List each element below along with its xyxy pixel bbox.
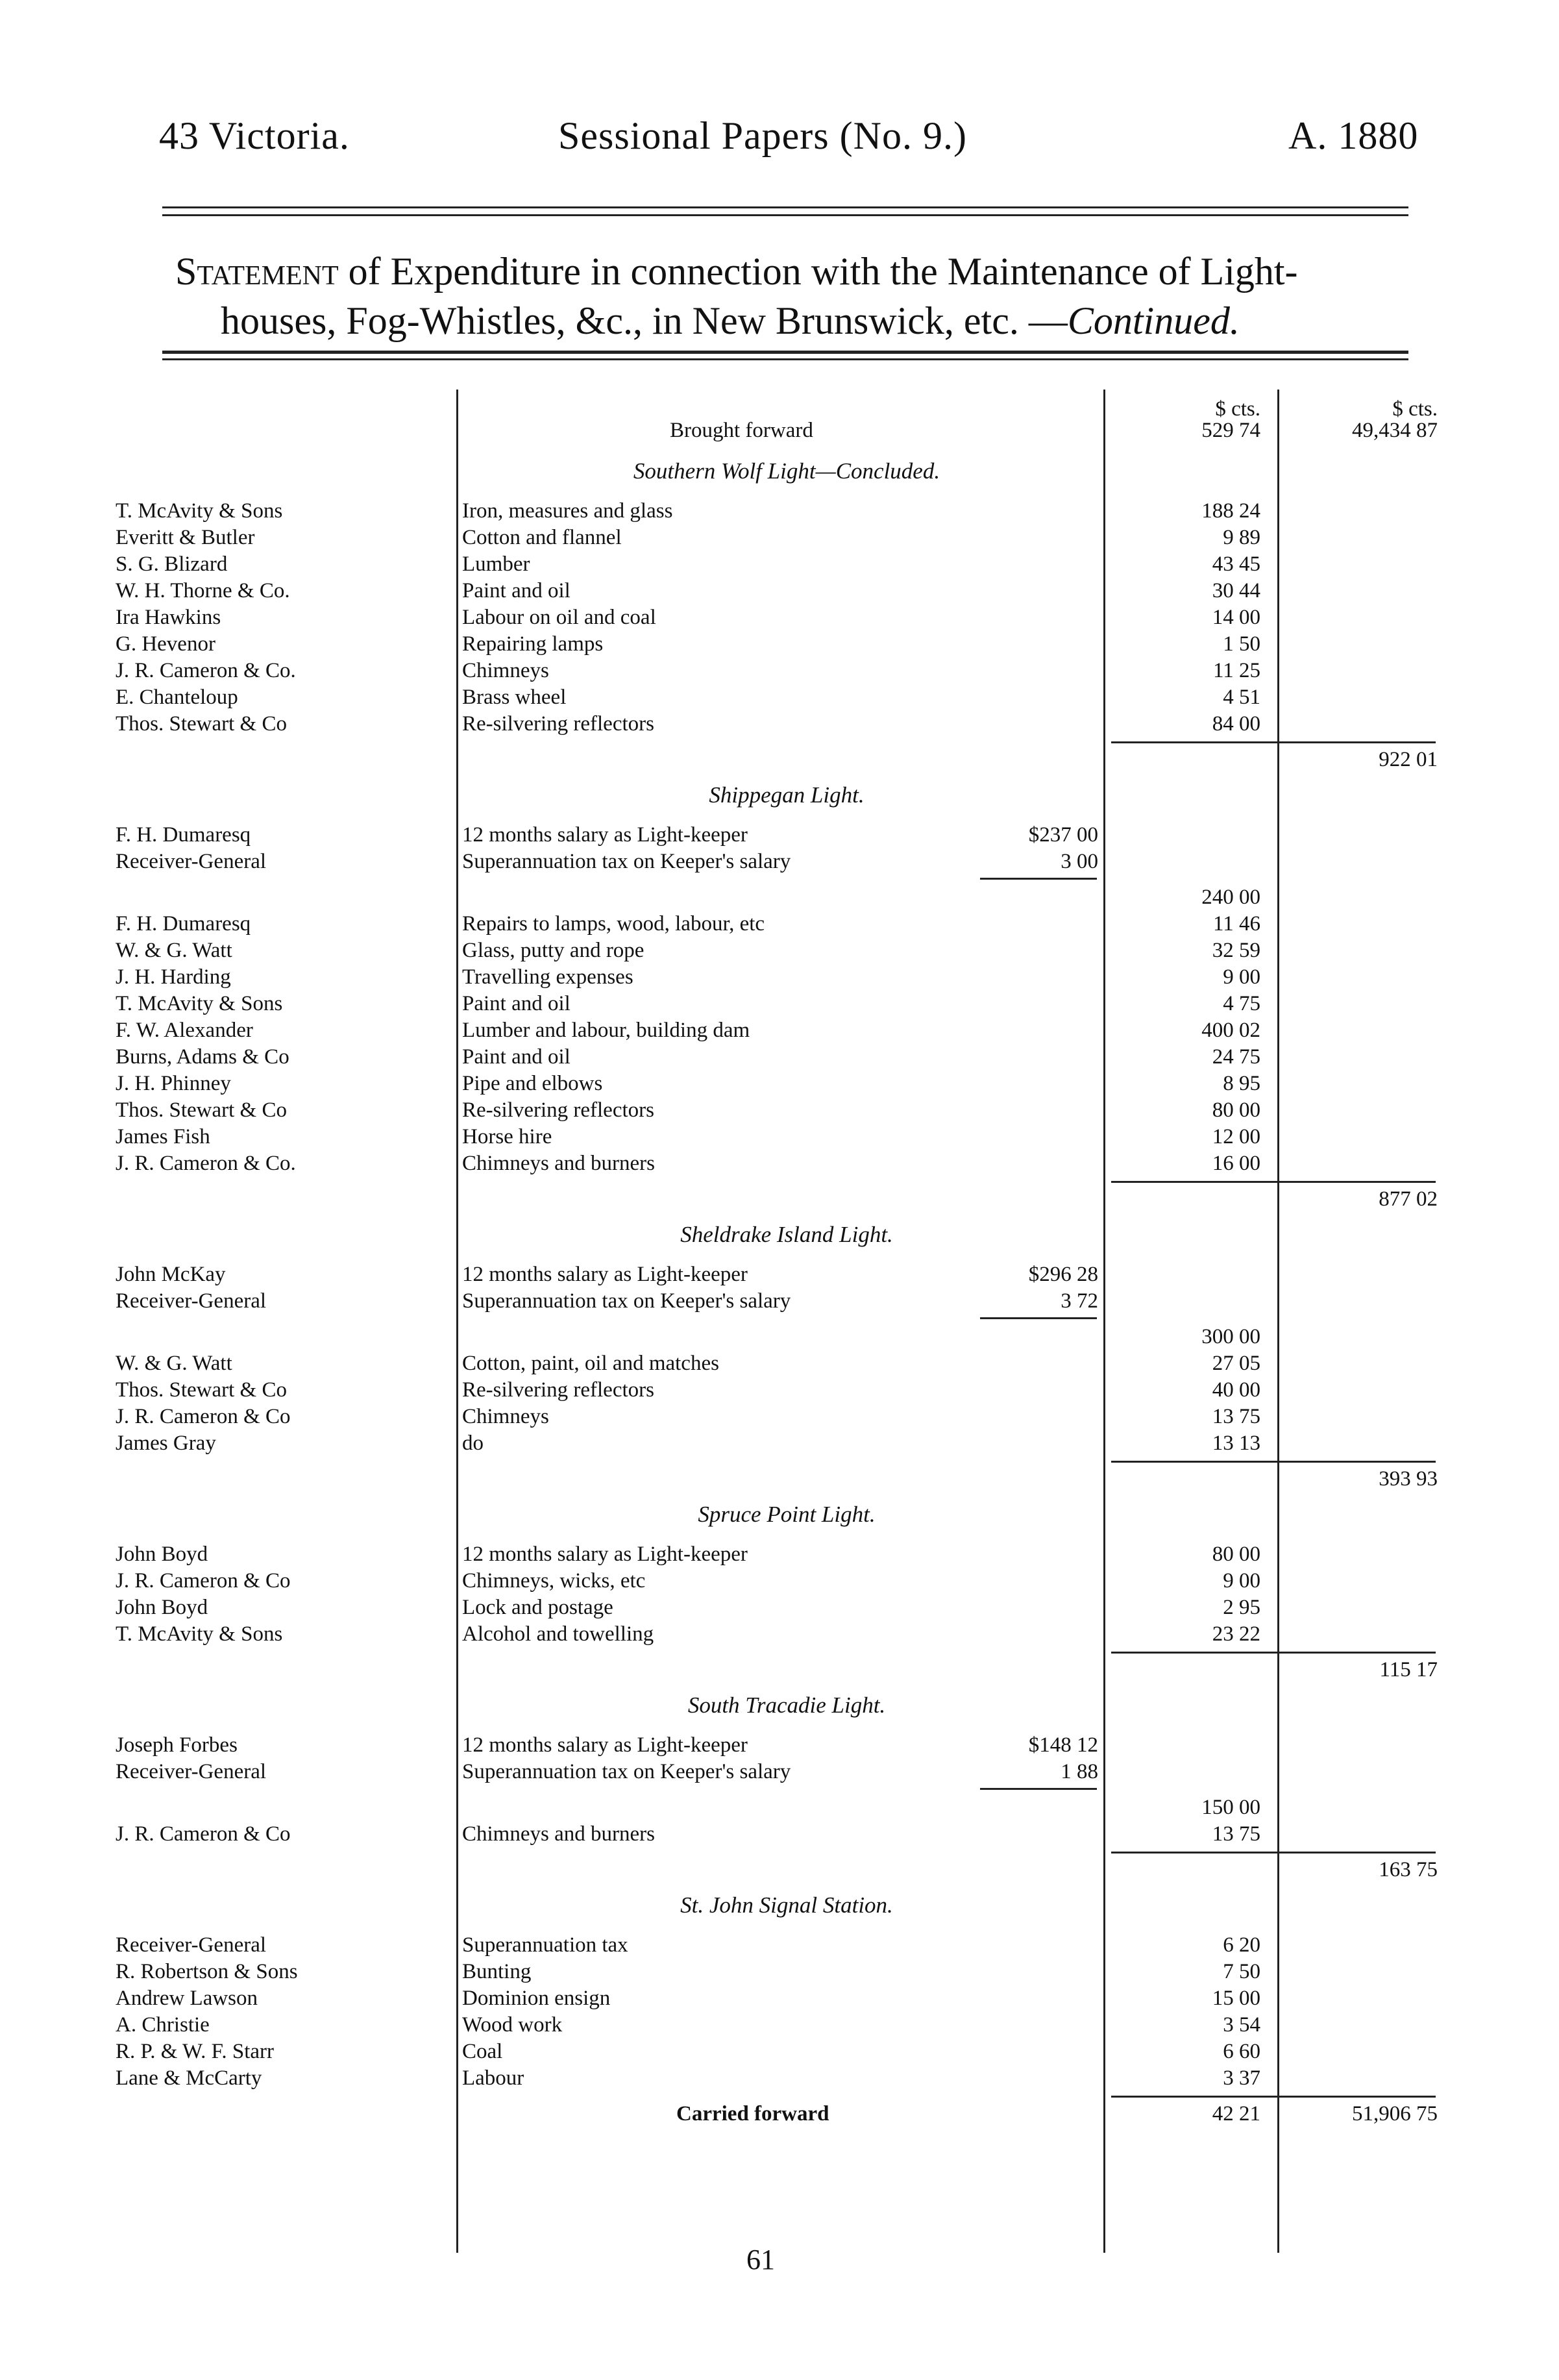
section-total-row xyxy=(0,1466,1559,1492)
table-row xyxy=(0,631,1559,657)
item-description: Alcohol and towelling xyxy=(462,1622,654,1646)
item-description: Pipe and elbows xyxy=(462,1072,603,1095)
carried-forward-total: 51,906 75 xyxy=(1352,2102,1438,2126)
section-title: Sheldrake Island Light. xyxy=(680,1222,893,1247)
section-total: 393 93 xyxy=(1379,1467,1438,1491)
payee-name: James Gray xyxy=(116,1432,216,1455)
section-total: 922 01 xyxy=(1379,748,1438,771)
payee-name: R. Robertson & Sons xyxy=(116,1960,298,1983)
item-amount: 3 54 xyxy=(1223,2013,1260,2037)
payee-name: James Fish xyxy=(116,1125,210,1148)
table-row xyxy=(0,1124,1559,1150)
item-description: 12 months salary as Light-keeper xyxy=(462,1733,748,1757)
item-amount: 16 00 xyxy=(1212,1152,1260,1175)
title-line1: of Expenditure in connection with the Maintenance of Light- xyxy=(338,250,1298,293)
salary-row xyxy=(0,822,1559,848)
item-description: 12 months salary as Light-keeper xyxy=(462,1263,748,1286)
payee-name: F. H. Dumaresq xyxy=(116,912,251,936)
payee-name: Everitt & Butler xyxy=(116,526,255,549)
salary-amount: 3 72 xyxy=(1061,1289,1098,1313)
item-description: Paint and oil xyxy=(462,579,571,602)
item-amount: 9 89 xyxy=(1223,526,1260,549)
item-description: Chimneys xyxy=(462,1405,549,1428)
payee-name: John Boyd xyxy=(116,1596,208,1619)
item-description: Travelling expenses xyxy=(462,965,633,989)
brought-forward-label: Brought forward xyxy=(670,419,813,442)
payee-name: W. & G. Watt xyxy=(116,939,232,962)
table-row xyxy=(0,1985,1559,2011)
payee-name: J. R. Cameron & Co xyxy=(116,1822,291,1846)
item-description: Lumber and labour, building dam xyxy=(462,1019,750,1042)
table-row xyxy=(0,525,1559,551)
payee-name: John Boyd xyxy=(116,1543,208,1566)
item-description: do xyxy=(462,1432,484,1455)
payee-name: J. R. Cameron & Co. xyxy=(116,659,296,682)
item-amount: 6 60 xyxy=(1223,2040,1260,2063)
item-description: Chimneys xyxy=(462,659,549,682)
payee-name: W. H. Thorne & Co. xyxy=(116,579,290,602)
section-title: St. John Signal Station. xyxy=(680,1892,893,1918)
item-amount: 12 00 xyxy=(1212,1125,1260,1148)
table-row xyxy=(0,2012,1559,2038)
item-description: Lock and postage xyxy=(462,1596,613,1619)
table-row xyxy=(0,1017,1559,1043)
title-rule-2 xyxy=(162,358,1408,360)
salary-sum-rule xyxy=(980,878,1097,880)
payee-name: Ira Hawkins xyxy=(116,606,221,629)
section-total-rule xyxy=(1111,1852,1436,1853)
item-amount: 6 20 xyxy=(1223,1933,1260,1957)
carried-forward-middle: 42 21 xyxy=(1212,2102,1260,2126)
item-description: Superannuation tax on Keeper's salary xyxy=(462,1289,791,1313)
section-title: South Tracadie Light. xyxy=(687,1692,886,1718)
table-row xyxy=(0,1150,1559,1176)
item-amount: 24 75 xyxy=(1212,1045,1260,1069)
item-description: Cotton and flannel xyxy=(462,526,622,549)
payee-name: G. Hevenor xyxy=(116,632,215,656)
item-amount: 11 46 xyxy=(1212,912,1260,936)
table-row xyxy=(0,1097,1559,1123)
header-rule xyxy=(162,206,1408,208)
item-description: Lumber xyxy=(462,552,530,576)
payee-name: S. G. Blizard xyxy=(116,552,228,576)
item-description: 12 months salary as Light-keeper xyxy=(462,823,748,847)
salary-amount: 3 00 xyxy=(1061,850,1098,873)
salary-row xyxy=(0,1759,1559,1785)
payee-name: J. R. Cameron & Co xyxy=(116,1405,291,1428)
item-amount: 7 50 xyxy=(1223,1960,1260,1983)
table-row xyxy=(0,578,1559,604)
item-amount: 30 44 xyxy=(1212,579,1260,602)
payee-name: Burns, Adams & Co xyxy=(116,1045,289,1069)
item-description: Re-silvering reflectors xyxy=(462,712,654,736)
item-description: Coal xyxy=(462,2040,503,2063)
payee-name: Receiver-General xyxy=(116,1289,267,1313)
item-amount: 1 50 xyxy=(1223,632,1260,656)
payee-name: F. H. Dumaresq xyxy=(116,823,251,847)
item-description: Repairs to lamps, wood, labour, etc xyxy=(462,912,765,936)
payee-name: W. & G. Watt xyxy=(116,1352,232,1375)
table-row xyxy=(0,1071,1559,1097)
salary-amount: 1 88 xyxy=(1061,1760,1098,1783)
payee-name: Andrew Lawson xyxy=(116,1987,258,2010)
table-row xyxy=(0,2065,1559,2091)
item-amount: 40 00 xyxy=(1212,1378,1260,1402)
column-header-middle: $ cts. xyxy=(1215,397,1260,421)
section-total-rule xyxy=(1111,1652,1436,1654)
section-total-rule xyxy=(1111,1461,1436,1463)
table-row xyxy=(0,1959,1559,1985)
item-amount: 23 22 xyxy=(1212,1622,1260,1646)
table-row xyxy=(0,1541,1559,1567)
document-title xyxy=(149,247,1421,345)
payee-name: Receiver-General xyxy=(116,1760,267,1783)
table-row xyxy=(0,1377,1559,1403)
table-row xyxy=(0,2039,1559,2064)
item-amount: 13 13 xyxy=(1212,1432,1260,1455)
item-description: 12 months salary as Light-keeper xyxy=(462,1543,748,1566)
item-description: Re-silvering reflectors xyxy=(462,1378,654,1402)
item-amount: 2 95 xyxy=(1223,1596,1260,1619)
item-description: Superannuation tax on Keeper's salary xyxy=(462,1760,791,1783)
section-total-row xyxy=(0,1857,1559,1883)
item-amount: 4 75 xyxy=(1223,992,1260,1015)
payee-name: Receiver-General xyxy=(116,1933,267,1957)
section-title: Shippegan Light. xyxy=(709,782,865,808)
item-amount: 4 51 xyxy=(1223,686,1260,709)
item-description: Chimneys and burners xyxy=(462,1822,655,1846)
salary-amount: $296 28 xyxy=(1028,1263,1098,1286)
payee-name: John McKay xyxy=(116,1263,226,1286)
payee-name: Lane & McCarty xyxy=(116,2066,262,2090)
item-amount: 8 95 xyxy=(1223,1072,1260,1095)
payee-name: J. H. Phinney xyxy=(116,1072,231,1095)
section-total-rule xyxy=(1111,741,1436,743)
salary-row xyxy=(0,1261,1559,1287)
title-rule xyxy=(162,351,1408,354)
item-description: Dominion ensign xyxy=(462,1987,611,2010)
payee-name: J. R. Cameron & Co. xyxy=(116,1152,296,1175)
item-amount: 11 25 xyxy=(1212,659,1260,682)
table-row xyxy=(0,1568,1559,1594)
section-title: Southern Wolf Light—Concluded. xyxy=(633,458,940,484)
header-left: 43 Victoria. xyxy=(159,114,350,157)
item-description: Superannuation tax on Keeper's salary xyxy=(462,850,791,873)
item-amount: 32 59 xyxy=(1212,939,1260,962)
salary-sum-row xyxy=(0,1794,1559,1820)
item-amount: 9 00 xyxy=(1223,965,1260,989)
carried-forward-label: Carried forward xyxy=(676,2102,829,2126)
item-amount: 400 02 xyxy=(1201,1019,1260,1042)
payee-name: J. H. Harding xyxy=(116,965,231,989)
item-amount: 15 00 xyxy=(1212,1987,1260,2010)
payee-name: F. W. Alexander xyxy=(116,1019,253,1042)
table-row xyxy=(0,711,1559,737)
item-amount: 80 00 xyxy=(1212,1543,1260,1566)
payee-name: Joseph Forbes xyxy=(116,1733,238,1757)
table-row xyxy=(0,1821,1559,1847)
payee-name: J. R. Cameron & Co xyxy=(116,1569,291,1593)
table-row xyxy=(0,911,1559,937)
title-lead: Statement xyxy=(175,250,339,293)
item-description: Labour on oil and coal xyxy=(462,606,656,629)
table-row xyxy=(0,1932,1559,1958)
column-header-total: $ cts. xyxy=(1392,397,1438,421)
item-description: Superannuation tax xyxy=(462,1933,628,1957)
salary-sum: 300 00 xyxy=(1201,1325,1260,1348)
table-row xyxy=(0,991,1559,1017)
payee-name: E. Chanteloup xyxy=(116,686,238,709)
table-row xyxy=(0,1594,1559,1620)
item-amount: 80 00 xyxy=(1212,1098,1260,1122)
section-total: 163 75 xyxy=(1379,1858,1438,1881)
payee-name: Thos. Stewart & Co xyxy=(116,1378,287,1402)
item-description: Iron, measures and glass xyxy=(462,499,673,523)
header-rule-2 xyxy=(162,214,1408,216)
item-description: Wood work xyxy=(462,2013,563,2037)
table-row xyxy=(0,551,1559,577)
item-amount: 84 00 xyxy=(1212,712,1260,736)
page-number: 61 xyxy=(746,2244,775,2275)
section-total-row xyxy=(0,1186,1559,1212)
salary-amount: $237 00 xyxy=(1028,823,1098,847)
salary-amount: $148 12 xyxy=(1028,1733,1098,1757)
payee-name: A. Christie xyxy=(116,2013,210,2037)
salary-sum-rule xyxy=(980,1317,1097,1319)
title-line2: houses, Fog-Whistles, &c., in New Brunswick, etc. — xyxy=(221,299,1068,342)
payee-name: T. McAvity & Sons xyxy=(116,499,283,523)
item-amount: 43 45 xyxy=(1212,552,1260,576)
payee-name: Thos. Stewart & Co xyxy=(116,1098,287,1122)
section-title: Spruce Point Light. xyxy=(698,1502,876,1527)
item-description: Labour xyxy=(462,2066,524,2090)
payee-name: T. McAvity & Sons xyxy=(116,1622,283,1646)
payee-name: T. McAvity & Sons xyxy=(116,992,283,1015)
item-amount: 14 00 xyxy=(1212,606,1260,629)
salary-sum-row xyxy=(0,1324,1559,1350)
brought-forward-row xyxy=(0,417,1559,443)
salary-row xyxy=(0,1732,1559,1758)
salary-sum-row xyxy=(0,884,1559,910)
item-description: Re-silvering reflectors xyxy=(462,1098,654,1122)
salary-sum: 150 00 xyxy=(1201,1796,1260,1819)
payee-name: Receiver-General xyxy=(116,850,267,873)
title-continued: Continued. xyxy=(1067,299,1240,342)
section-total-row xyxy=(0,1657,1559,1683)
item-amount: 13 75 xyxy=(1212,1822,1260,1846)
salary-row xyxy=(0,1288,1559,1314)
table-row xyxy=(0,1430,1559,1456)
carried-forward-row xyxy=(0,2101,1559,2127)
item-description: Glass, putty and rope xyxy=(462,939,644,962)
salary-sum-rule xyxy=(980,1788,1097,1790)
item-amount: 27 05 xyxy=(1212,1352,1260,1375)
section-total-row xyxy=(0,747,1559,773)
table-row xyxy=(0,684,1559,710)
item-description: Bunting xyxy=(462,1960,532,1983)
item-description: Chimneys and burners xyxy=(462,1152,655,1175)
item-description: Repairing lamps xyxy=(462,632,604,656)
table-row xyxy=(0,1350,1559,1376)
section-total: 115 17 xyxy=(1379,1658,1438,1681)
item-amount: 188 24 xyxy=(1201,499,1260,523)
item-description: Paint and oil xyxy=(462,992,571,1015)
brought-forward-total: 49,434 87 xyxy=(1352,419,1438,442)
item-amount: 3 37 xyxy=(1223,2066,1260,2090)
item-amount: 13 75 xyxy=(1212,1405,1260,1428)
carried-forward-rule xyxy=(1111,2096,1436,2098)
item-description: Horse hire xyxy=(462,1125,552,1148)
section-total-rule xyxy=(1111,1181,1436,1183)
table-row xyxy=(0,1044,1559,1070)
brought-forward-middle: 529 74 xyxy=(1201,419,1260,442)
item-description: Paint and oil xyxy=(462,1045,571,1069)
table-row xyxy=(0,1621,1559,1647)
table-row xyxy=(0,1404,1559,1430)
table-row xyxy=(0,964,1559,990)
item-description: Chimneys, wicks, etc xyxy=(462,1569,646,1593)
table-row xyxy=(0,498,1559,524)
item-description: Cotton, paint, oil and matches xyxy=(462,1352,719,1375)
item-amount: 9 00 xyxy=(1223,1569,1260,1593)
header-right: A. 1880 xyxy=(1288,114,1419,157)
salary-row xyxy=(0,849,1559,874)
table-row xyxy=(0,937,1559,963)
section-total: 877 02 xyxy=(1379,1187,1438,1211)
table-row xyxy=(0,658,1559,684)
salary-sum: 240 00 xyxy=(1201,886,1260,909)
table-row xyxy=(0,604,1559,630)
item-description: Brass wheel xyxy=(462,686,567,709)
payee-name: R. P. & W. F. Starr xyxy=(116,2040,275,2063)
payee-name: Thos. Stewart & Co xyxy=(116,712,287,736)
header-center: Sessional Papers (No. 9.) xyxy=(558,114,967,157)
